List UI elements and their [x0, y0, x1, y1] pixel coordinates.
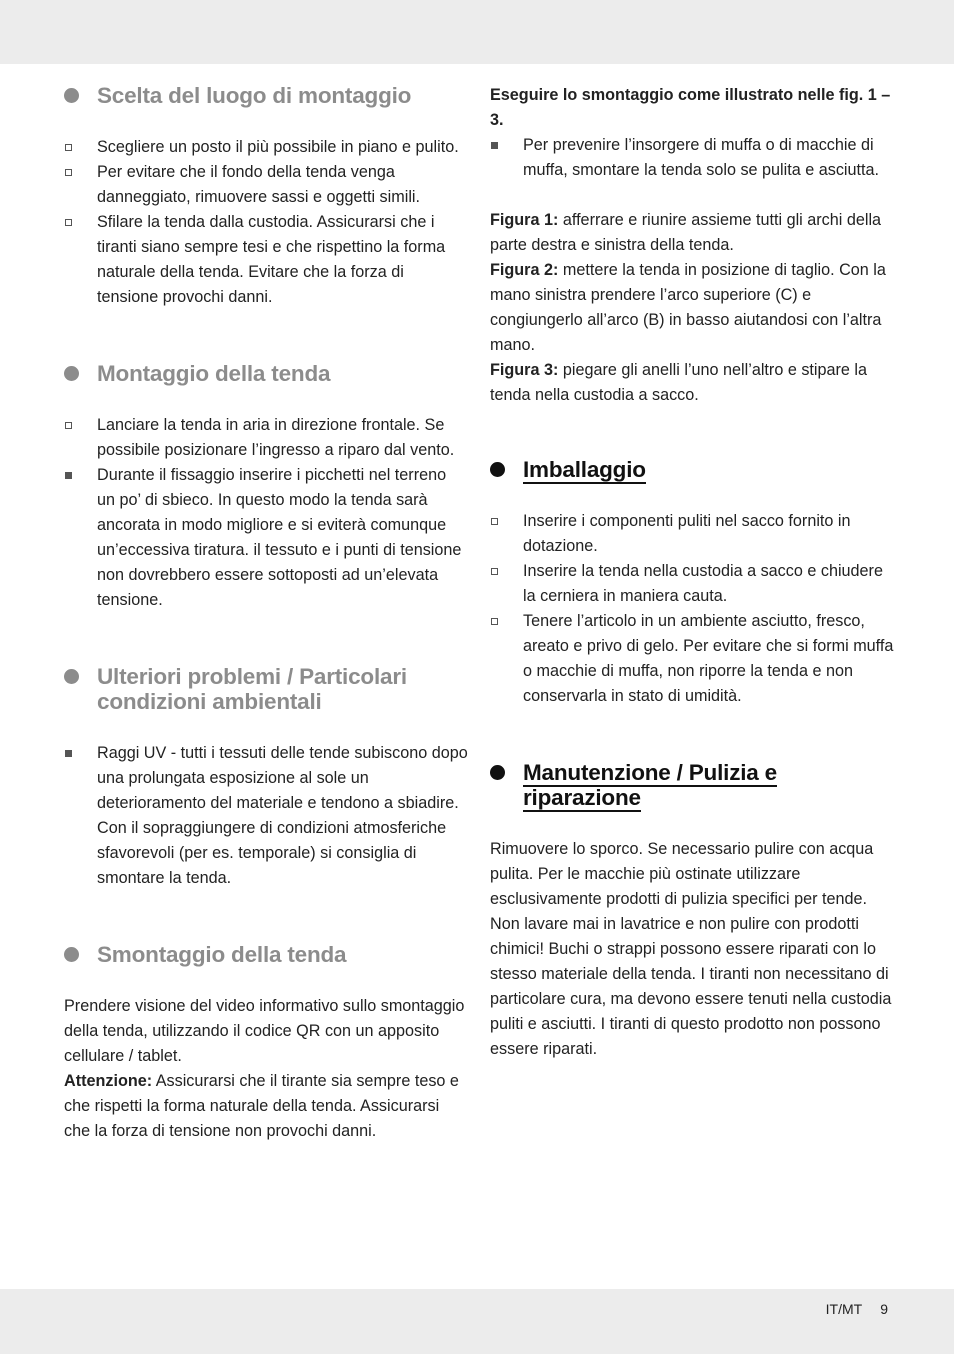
- list-item: Scegliere un posto il più possibile in piano e pulito.: [64, 135, 468, 160]
- bullet-dot-icon: [64, 88, 79, 103]
- list-montaggio: [64, 413, 468, 613]
- list-scelta-luogo: [64, 135, 468, 310]
- language-code: IT/MT: [825, 1301, 863, 1317]
- square-bullet-icon: [491, 142, 498, 149]
- square-bullet-icon: [65, 750, 72, 757]
- list-item: Raggi UV - tutti i tessuti delle tende subiscono dopo una prolungata esposizione al sole un deterioramento del materiale e tendono a sbiadire. Con il sopraggiungere di condizioni atmosferiche sfavorevoli (per es. temporale) si consiglia di smontare la tenda.: [64, 741, 468, 891]
- smontaggio-intro: Prendere visione del video informativo sullo smontaggio della tenda, utilizzando il codice QR con un apposito cellulare / tablet.: [64, 997, 465, 1065]
- smontaggio-instruction: Eseguire lo smontaggio come illustrato nelle fig. 1 – 3.: [490, 86, 891, 129]
- heading-scelta-luogo: Scelta del luogo di montaggio: [64, 83, 468, 108]
- figura-3: Figura 3: piegare gli anelli l’uno nell’altro e stipare la tenda nella custodia a sacco.: [490, 361, 868, 404]
- attenzione-note: Attenzione: Assicurarsi che il tirante sia sempre teso e che rispetti la forma naturale della tenda. Assicurarsi che la forza di tensione non provochi danni.: [64, 1072, 459, 1140]
- checkbox-bullet-icon: [491, 518, 498, 525]
- list-item: Per prevenire l’insorgere di muffa o di macchie di muffa, smontare la tenda solo se pulita e asciutta.: [490, 133, 894, 183]
- right-column: [490, 83, 894, 1062]
- heading-smontaggio: Smontaggio della tenda: [64, 942, 468, 967]
- list-smontaggio-tip: [490, 133, 894, 183]
- bullet-dot-icon: [490, 765, 505, 780]
- list-item: Inserire i componenti puliti nel sacco fornito in dotazione.: [490, 509, 894, 559]
- checkbox-bullet-icon: [65, 169, 72, 176]
- bullet-dot-icon: [64, 669, 79, 684]
- list-item: Per evitare che il fondo della tenda venga danneggiato, rimuovere sassi e oggetti simili.: [64, 160, 468, 210]
- checkbox-bullet-icon: [491, 618, 498, 625]
- checkbox-bullet-icon: [491, 568, 498, 575]
- heading-montaggio: Montaggio della tenda: [64, 361, 468, 386]
- list-item: Durante il fissaggio inserire i picchetti nel terreno un po’ di sbieco. In questo modo la tenda sarà ancorata in modo migliore e si eviterà comunque un’eccessiva tiratura. il tessuto e i punti di tensione non dovrebbero essere sottoposti ad un’elevata tensione.: [64, 463, 468, 613]
- page-footer: [808, 1301, 888, 1317]
- square-bullet-icon: [65, 472, 72, 479]
- bullet-dot-icon: [64, 947, 79, 962]
- bullet-dot-icon: [490, 462, 505, 477]
- bullet-dot-icon: [64, 366, 79, 381]
- list-item: Tenere l’articolo in un ambiente asciutto, fresco, areato e privo di gelo. Per evitare che si formi muffa o macchie di muffa, non riporre la tenda e non conservarla in stato di umidità.: [490, 609, 894, 709]
- page-number: 9: [880, 1301, 888, 1317]
- list-item: Inserire la tenda nella custodia a sacco e chiudere la cerniera in maniera cauta.: [490, 559, 894, 609]
- figura-2: Figura 2: mettere la tenda in posizione di taglio. Con la mano sinistra prendere l’arco superiore (C) e congiungerlo all’arco (B) in basso aiutandosi con l’altra mano.: [490, 261, 886, 354]
- heading-ulteriori-problemi: Ulteriori problemi / Particolari condizioni ambientali: [64, 664, 468, 714]
- checkbox-bullet-icon: [65, 422, 72, 429]
- list-ulteriori-problemi: [64, 741, 468, 891]
- heading-imballaggio: Imballaggio: [490, 457, 894, 482]
- list-item: Lanciare la tenda in aria in direzione frontale. Se possibile posizionare l’ingresso a riparo dal vento.: [64, 413, 468, 463]
- left-column: [64, 83, 468, 1144]
- checkbox-bullet-icon: [65, 144, 72, 151]
- list-item: Sfilare la tenda dalla custodia. Assicurarsi che i tiranti siano sempre tesi e che rispettino la forma naturale della tenda. Evitare che la forza di tensione provochi danni.: [64, 210, 468, 310]
- manutenzione-text: Rimuovere lo sporco. Se necessario pulire con acqua pulita. Per le macchie più ostinate utilizzare esclusivamente prodotti di pulizia specifici per tende. Non lavare mai in lavatrice e non pulire con prodotti chimici! Buchi o strappi possono essere riparati con lo stesso materiale della tenda. I tiranti non necessitano di particolare cura, ma devono essere tenuti nella custodia puliti e asciutti. I tiranti di questo prodotto non possono essere riparati.: [490, 840, 892, 1058]
- header-band: [0, 0, 954, 64]
- footer-band: [0, 1289, 954, 1354]
- list-imballaggio: [490, 509, 894, 709]
- checkbox-bullet-icon: [65, 219, 72, 226]
- figura-1: Figura 1: afferrare e riunire assieme tutti gli archi della parte destra e sinistra della tenda.: [490, 211, 882, 254]
- heading-manutenzione: Manutenzione / Pulizia e riparazione: [490, 760, 894, 810]
